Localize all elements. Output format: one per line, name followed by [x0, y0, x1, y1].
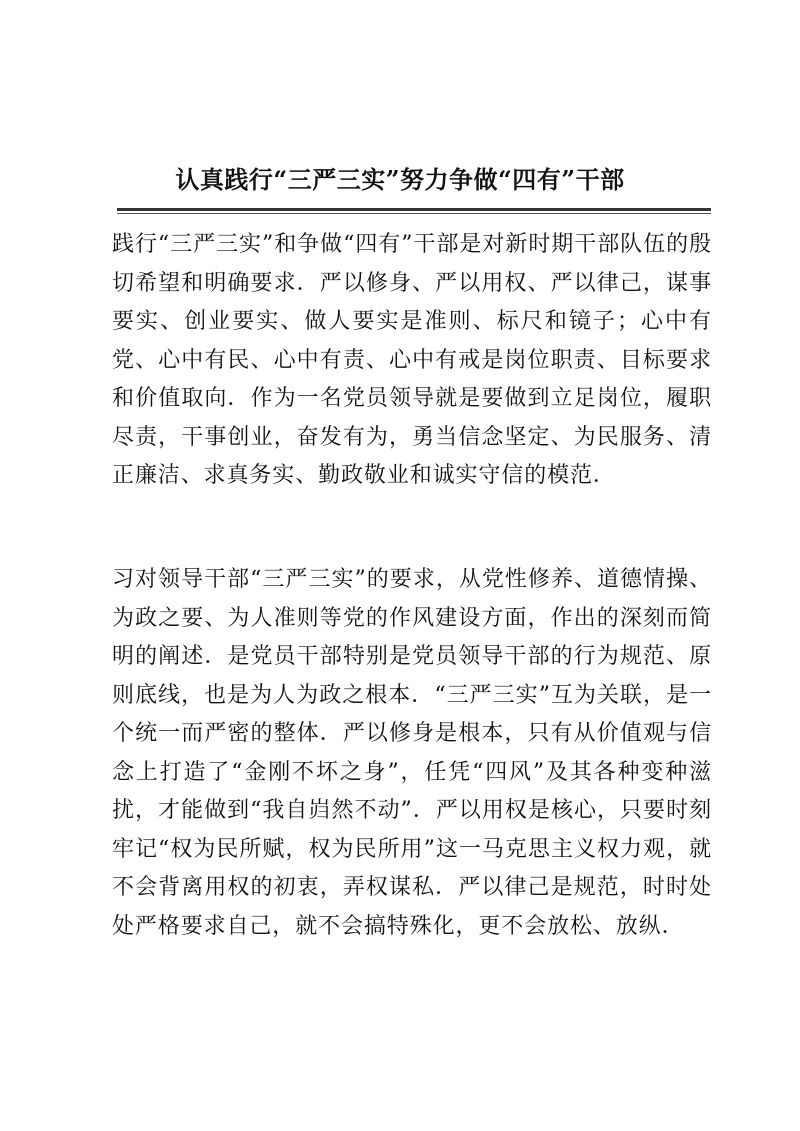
document-title: 认真践行“三严三实”努力争做“四有”干部	[175, 165, 625, 194]
title-underline-thick	[117, 208, 711, 211]
body-paragraph-2: 习对领导干部“三严三实”的要求，从党性修养、道德情操、为政之要、为人准则等党的作风建设方面，作出的深刻而简明的阐述．是党员干部特别是党员领导干部的行为规范、原则底线，也是为人为政之根本．“三严三实”互为关联，是一个统一而严密的整体．严以修身是根本，只有从价值观与信念上打造了“金刚不坏之身”，任凭“四风”及其各种变种滋扰，才能做到“我自岿然不动”．严以用权是核心，只要时刻牢记“权为民所赋，权为民所用”这一马克思主义权力观，就不会背离用权的初衷，弄权谋私．严以律己是规范，时时处处严格要求自己，就不会搞特殊化，更不会放松、放纵．	[112, 567, 712, 939]
title-underline-thin	[117, 213, 711, 214]
body-paragraph-1: 践行“三严三实”和争做“四有”干部是对新时期干部队伍的殷切希望和明确要求．严以修身、严以用权、严以律己，谋事要实、创业要实、做人要实是准则、标尺和镜子；心中有党、心中有民、心中有责、心中有戒是岗位职责、目标要求和价值取向．作为一名党员领导就是要做到立足岗位，履职尽责，干事创业，奋发有为，勇当信念坚定、为民服务、清正廉洁、求真务实、勤政敬业和诚实守信的模范．	[112, 232, 712, 488]
